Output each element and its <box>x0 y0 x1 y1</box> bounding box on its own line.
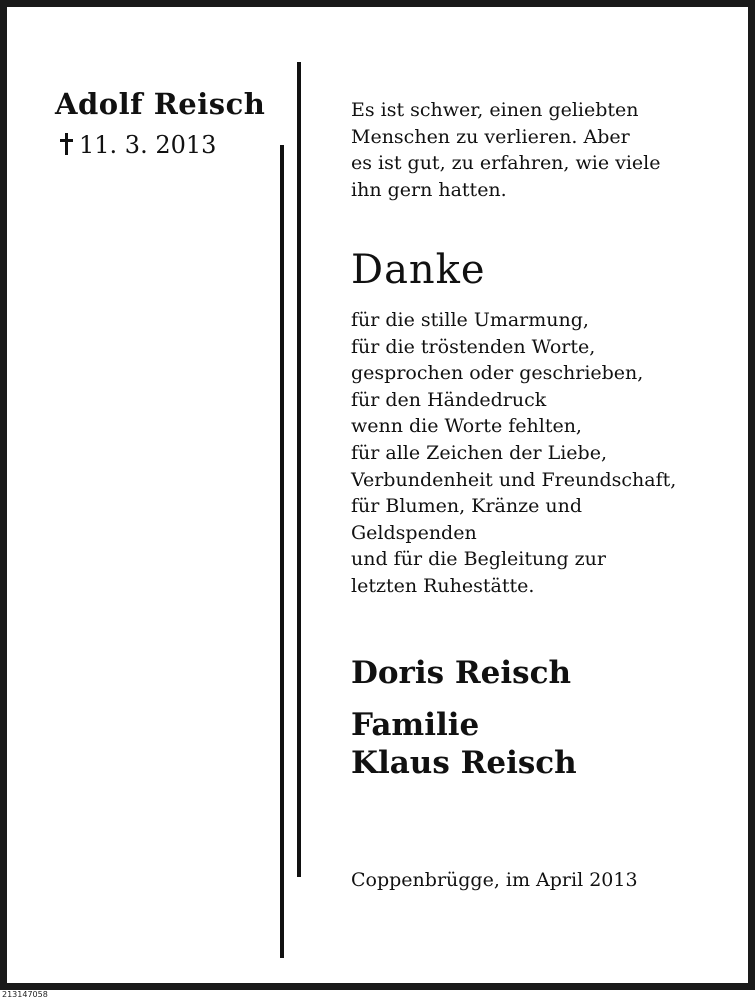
left-divider-rule <box>280 145 284 958</box>
signer-name: Klaus Reisch <box>351 745 577 781</box>
thanks-line: gesprochen oder geschrieben, <box>351 362 644 385</box>
place-date: Coppenbrügge, im April 2013 <box>351 869 638 891</box>
thanks-line: für den Händedruck <box>351 388 547 411</box>
thanks-line: für die stille Umarmung, <box>351 309 589 331</box>
thanks-line: wenn die Worte fehlten, <box>351 415 582 438</box>
thanks-line: für Blumen, Kränze und <box>351 495 583 518</box>
thanks-line: für alle Zeichen der Liebe, <box>351 441 607 464</box>
thanks-line: Verbundenheit und Freundschaft, <box>351 468 677 491</box>
death-date-line <box>59 131 216 159</box>
reference-number: 213147058 <box>2 990 48 999</box>
thanks-line: letzten Ruhestätte. <box>351 574 535 597</box>
intro-text <box>351 97 661 203</box>
death-date: 11. 3. 2013 <box>79 131 217 159</box>
thanks-line: Geldspenden <box>351 521 477 544</box>
intro-line: ihn gern hatten. <box>351 178 507 201</box>
thanks-line: für die tröstenden Worte, <box>351 335 596 358</box>
center-divider-rule <box>297 62 301 877</box>
thanks-line: und für die Begleitung zur <box>351 548 606 571</box>
thanks-heading: Danke <box>351 247 486 293</box>
intro-line: Menschen zu verlieren. Aber <box>351 125 630 148</box>
thanks-list <box>351 307 676 600</box>
signer-name: Doris Reisch <box>351 655 572 691</box>
cross-icon <box>59 133 73 155</box>
intro-line: Es ist schwer, einen geliebten <box>351 99 639 121</box>
intro-line: es ist gut, zu erfahren, wie viele <box>351 152 661 174</box>
signer-name: Familie <box>351 707 480 743</box>
deceased-name: Adolf Reisch <box>55 87 266 121</box>
